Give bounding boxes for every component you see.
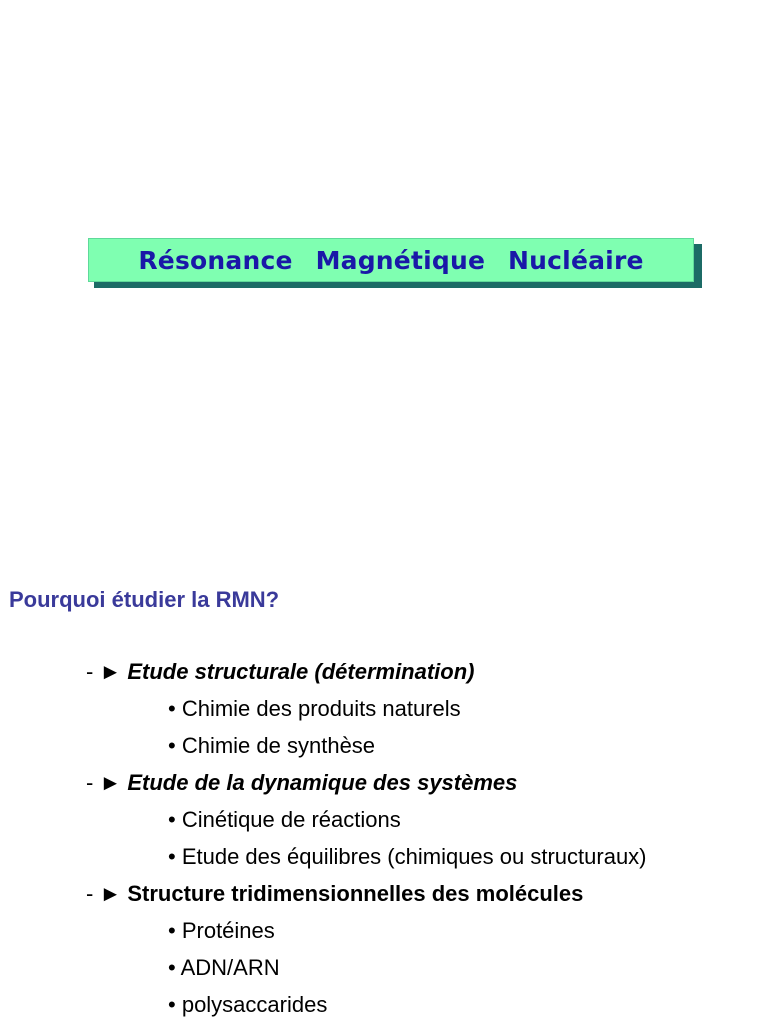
bullet-arrow-icon: - ►: [86, 881, 122, 906]
topic-heading-3d-structure: [86, 881, 583, 907]
bullet-arrow-icon: - ►: [86, 770, 122, 795]
list-item: [168, 992, 327, 1018]
list-item-text: ADN/ARN: [180, 955, 280, 980]
page-title: Résonance Magnétique Nucléaire: [138, 245, 644, 275]
bullet-icon: •: [168, 955, 176, 980]
bullet-arrow-icon: - ►: [86, 659, 122, 684]
list-item: [168, 918, 275, 944]
topic-heading-text: Etude de la dynamique des systèmes: [127, 770, 518, 795]
list-item: [168, 955, 280, 981]
list-item: [168, 844, 647, 870]
list-item-text: Protéines: [181, 918, 275, 943]
topic-heading-text: Structure tridimensionnelles des molécules: [127, 881, 584, 906]
bullet-icon: •: [168, 733, 176, 758]
topic-heading-text: Etude structurale (détermination): [127, 659, 475, 684]
topic-heading-dynamics: [86, 770, 517, 796]
bullet-icon: •: [168, 696, 176, 721]
topic-heading-structural: [86, 659, 475, 685]
list-item: [168, 807, 401, 833]
list-item-text: Etude des équilibres (chimiques ou structuraux): [181, 844, 647, 869]
list-item-text: Cinétique de réactions: [181, 807, 401, 832]
section-question: Pourquoi étudier la RMN?: [9, 587, 280, 612]
bullet-icon: •: [168, 844, 176, 869]
title-banner: [88, 238, 694, 282]
list-item-text: Chimie des produits naturels: [181, 696, 461, 721]
list-item: [168, 696, 461, 722]
list-item-text: polysaccarides: [181, 992, 328, 1017]
bullet-icon: •: [168, 807, 176, 832]
bullet-icon: •: [168, 918, 176, 943]
list-item: [168, 733, 375, 759]
list-item-text: Chimie de synthèse: [181, 733, 376, 758]
bullet-icon: •: [168, 992, 176, 1017]
